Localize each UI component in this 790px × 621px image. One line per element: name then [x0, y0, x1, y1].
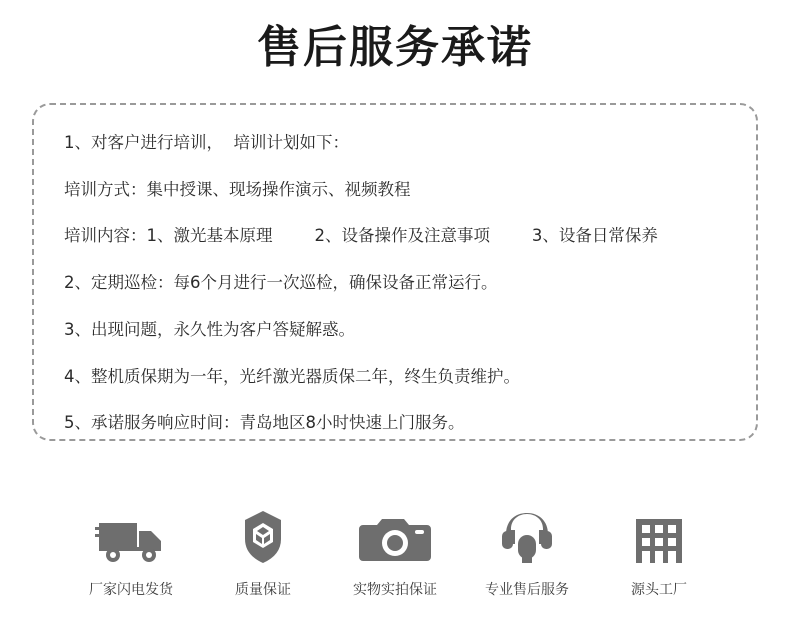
feature-label: 质量保证 — [235, 582, 291, 598]
promise-line: 3、出现问题，永久性为客户答疑解惑。 — [64, 319, 355, 339]
feature-item — [461, 505, 593, 599]
promise-line: 5、承诺服务响应时间：青岛地区8小时快速上门服务。 — [64, 413, 465, 433]
promise-line: 培训方式：集中授课、现场操作演示、视频教程 — [64, 179, 411, 199]
page-root — [0, 22, 790, 621]
promise-line: 培训内容：1、激光基本原理 2、设备操作及注意事项 3、设备日常保养 — [64, 226, 658, 246]
page-title: 售后服务承诺 — [257, 22, 533, 73]
promise-line: 1、对客户进行培训， 培训计划如下： — [64, 132, 349, 152]
feature-item — [329, 505, 461, 599]
headset-support-icon — [498, 505, 556, 567]
promise-line: 4、整机质保期为一年，光纤激光器质保二年，终生负责维护。 — [64, 366, 520, 386]
feature-item — [197, 505, 329, 599]
promise-box — [32, 103, 758, 441]
feature-label: 厂家闪电发货 — [89, 582, 173, 598]
feature-item — [65, 505, 197, 599]
factory-icon — [630, 505, 688, 567]
camera-icon — [357, 505, 433, 567]
feature-item — [593, 505, 725, 599]
feature-label: 源头工厂 — [631, 582, 687, 598]
feature-label: 实物实拍保证 — [353, 582, 437, 598]
feature-label: 专业售后服务 — [485, 582, 569, 598]
promise-line: 2、定期巡检：每6个月进行一次巡检，确保设备正常运行。 — [64, 273, 498, 293]
truck-icon — [95, 505, 167, 567]
quality-hands-icon — [232, 505, 294, 567]
feature-list — [0, 505, 790, 599]
